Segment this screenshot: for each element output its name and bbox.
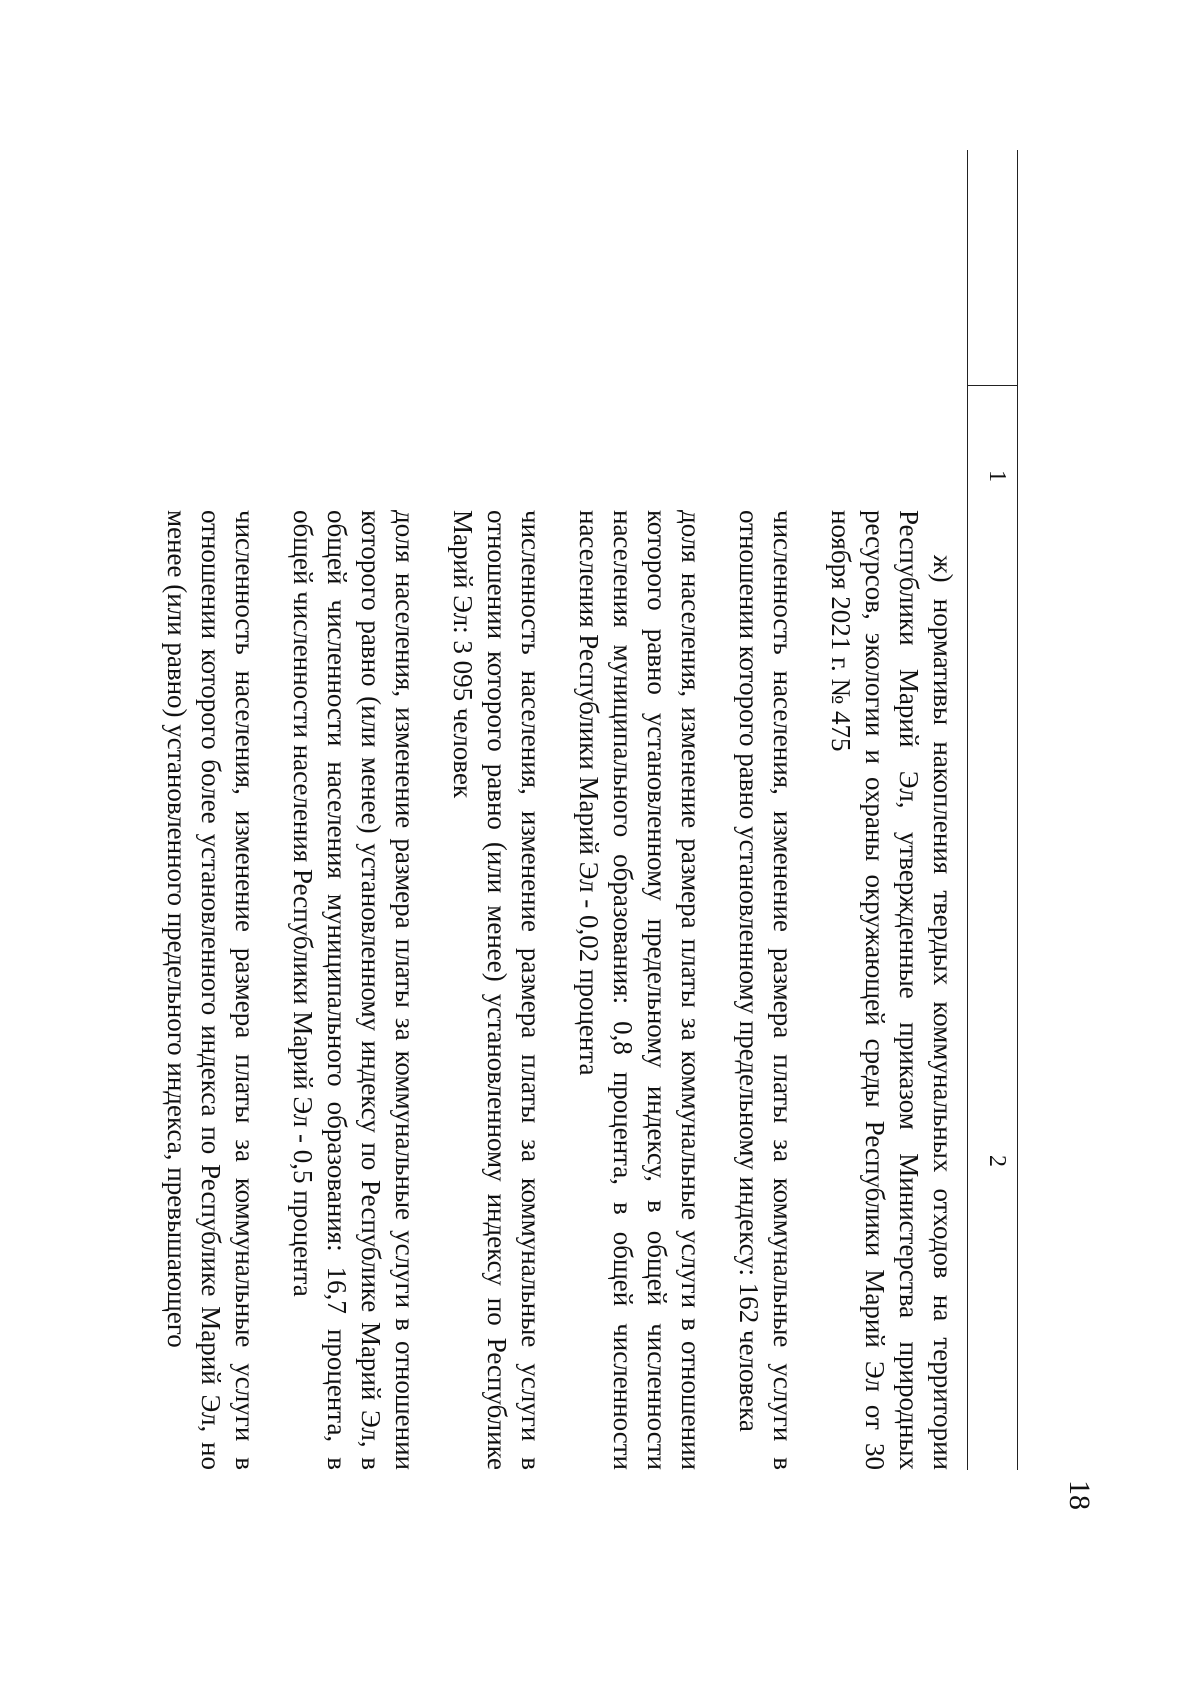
page-number: 18 — [1063, 1480, 1096, 1510]
paragraph-share-below-index: доля населения, изменение размера платы за коммунальные услуги в отношении которого равно (или менее) установленному индексу по Республике Марий Эл, в общей численности населения муниципального образования: 16,7 процента, в общей численности населения Республики Марий Эл - 0,5 процента — [288, 510, 420, 1470]
column-2-header: 2 — [984, 1155, 1010, 1167]
table-cell-column-2 — [136, 510, 960, 1470]
table-top-rule — [1017, 150, 1018, 1470]
landscape-content — [162, 150, 1096, 1560]
column-1-header: 1 — [984, 470, 1010, 482]
paragraph-population-equal-limit: численность населения, изменение размера платы за коммунальные услуги в отношении которого равно установленному предельному индексу: 162 человека — [734, 510, 798, 1470]
paragraph-population-above-index: численность населения, изменение размера платы за коммунальные услуги в отношении которого более установленного индекса по Республике Марий Эл, но менее (или равно) установленного предельного индекса, превышающего — [162, 510, 260, 1470]
table-column-divider — [968, 385, 1018, 386]
paragraph-population-below-index: численность населения, изменение размера платы за коммунальные услуги в отношении которого равно (или менее) установленному индексу по Республике Марий Эл: 3 095 человек — [448, 510, 546, 1470]
rotated-sheet — [162, 150, 1096, 1560]
table-header-rule — [967, 150, 968, 1470]
paragraph-share-equal-limit: доля населения, изменение размера платы за коммунальные услуги в отношении которого равно установленному предельному индексу, в общей численности населения муниципального образования: 0,8 процента, в общей численности населения Республики Марий Эл - 0,02 процента — [574, 510, 706, 1470]
paragraph-waste-norms: ж) нормативы накопления твердых коммунальных отходов на территории Республики Марий Эл, утвержденные приказом Министерства природных ресурсов, экологии и охраны окружающей среды Республики Марий Эл от 30 ноября 2021 г. № 475 — [826, 510, 958, 1470]
